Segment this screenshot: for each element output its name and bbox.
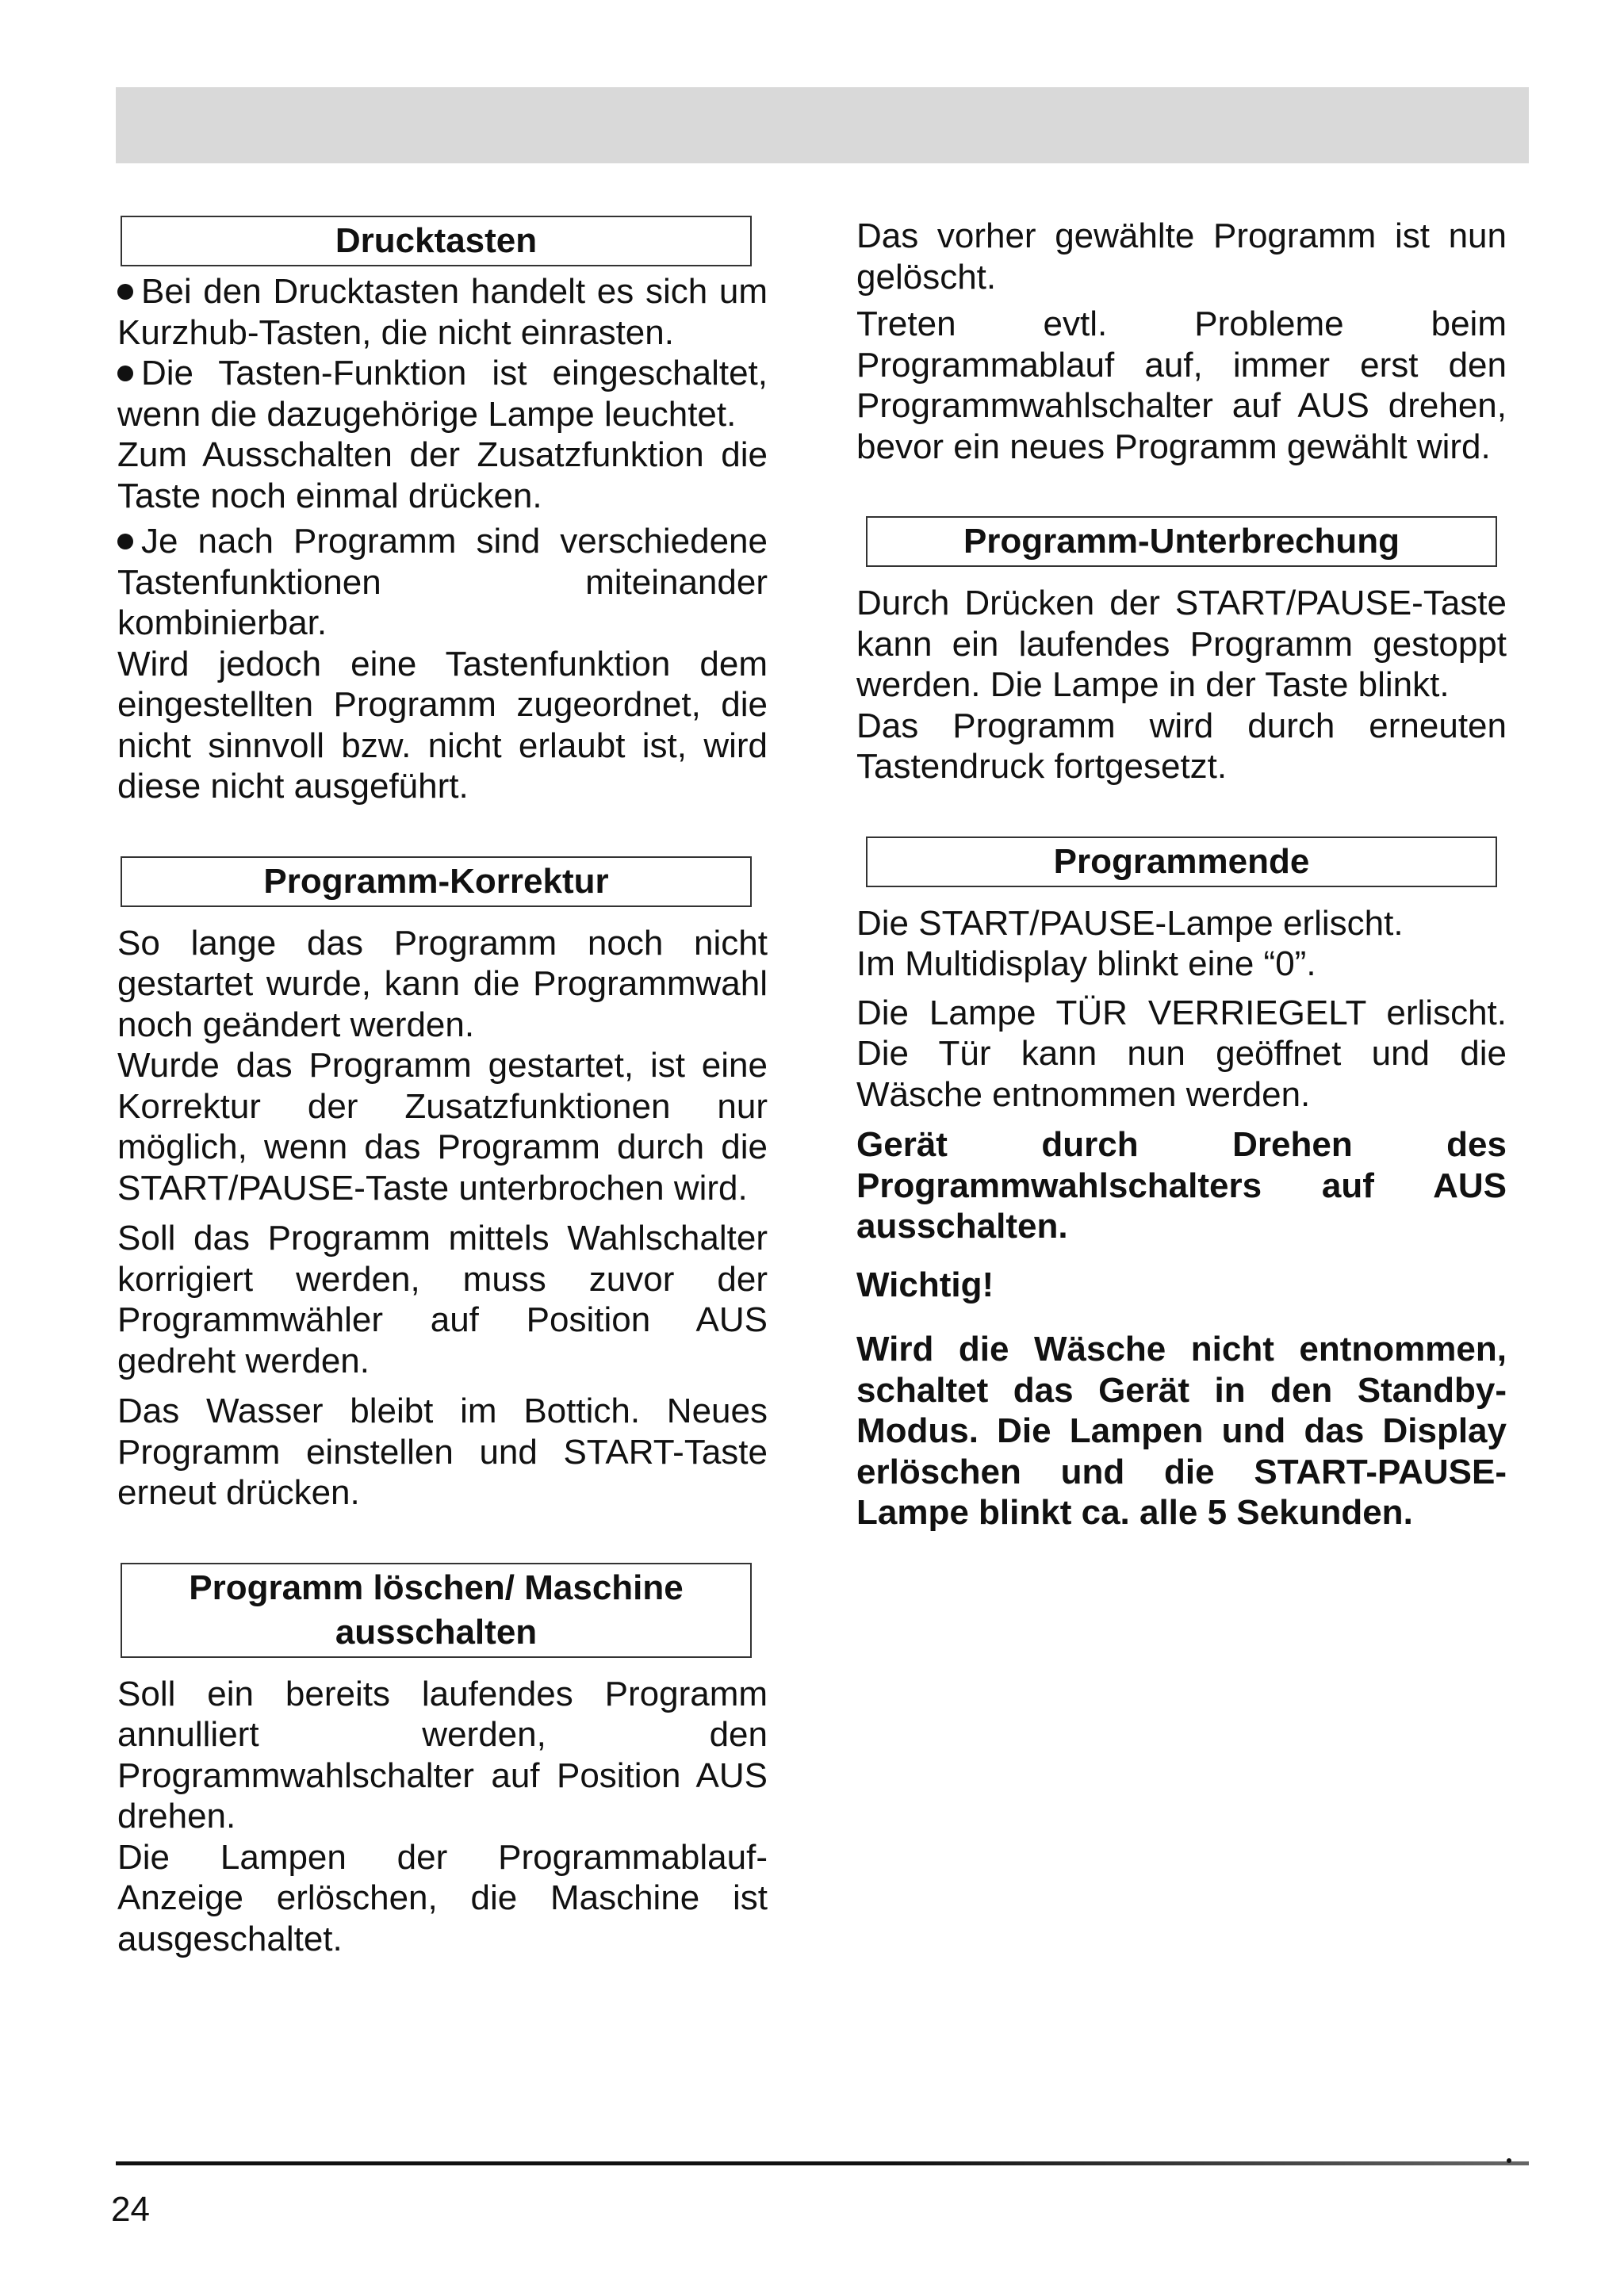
left-column [117, 216, 768, 1959]
intro-paragraph-1: Das vorher gewählte Programm ist nun gelöscht. [856, 216, 1507, 297]
unterbrechung-paragraph-2: Das Programm wird durch erneuten Tastendruck fortgesetzt. [856, 706, 1507, 786]
loeschen-paragraph-1: Soll ein bereits laufendes Programm annulliert werden, den Programmwahlschalter auf Position AUS drehen. [117, 1674, 768, 1836]
footer-dot [1507, 2158, 1511, 2163]
intro-paragraph-2: Treten evtl. Probleme beim Programmablauf auf, immer erst den Programmwahlschalter auf AUS drehen, bevor ein neues Programm gewählt wird. [856, 304, 1507, 466]
programmende-paragraph-1: Die START/PAUSE-Lampe erlischt. [856, 903, 1404, 943]
section-title-programm-unterbrechung: Programm-Unterbrechung [866, 516, 1497, 567]
drucktasten-bullet-1: Bei den Drucktasten handelt es sich um Kurzhub-Tasten, die nicht einrasten. [117, 272, 768, 352]
programmende-paragraph-2: Im Multidisplay blinkt eine “0”. [856, 944, 1316, 983]
section-title-programmende: Programmende [866, 836, 1497, 887]
footer-divider [116, 2161, 1529, 2165]
wichtig-label: Wichtig! [856, 1265, 994, 1304]
programmende-paragraph-4: Gerät durch Drehen des Programmwahlschalters auf AUS ausschalten. [856, 1125, 1507, 1246]
page-number: 24 [111, 2190, 150, 2229]
korrektur-paragraph-1: So lange das Programm noch nicht gestartet wurde, kann die Programmwahl noch geändert werden. [117, 923, 768, 1044]
drucktasten-paragraph-1: Zum Ausschalten der Zusatzfunktion die Taste noch einmal drücken. [117, 435, 768, 515]
programmende-paragraph-3: Die Lampe TÜR VERRIEGELT erlischt. Die Tür kann nun geöffnet und die Wäsche entnommen werden. [856, 993, 1507, 1114]
header-band [116, 87, 1529, 163]
programmende-paragraph-6: Wird die Wäsche nicht entnommen, schaltet das Gerät in den Standby-Modus. Die Lampen und das Display erlöschen und die START-PAUSE-Lampe blinkt ca. alle 5 Sekunden. [856, 1330, 1507, 1532]
drucktasten-bullet-3: Je nach Programm sind verschiedene Tastenfunktionen miteinander kombinierbar. [117, 522, 768, 642]
korrektur-paragraph-4: Das Wasser bleibt im Bottich. Neues Programm einstellen und START-Taste erneut drücken. [117, 1392, 768, 1512]
right-column [856, 216, 1507, 1533]
korrektur-paragraph-3: Soll das Programm mittels Wahlschalter korrigiert werden, muss zuvor der Programmwähler auf Position AUS gedreht werden. [117, 1219, 768, 1380]
section-title-drucktasten: Drucktasten [121, 216, 752, 266]
loeschen-paragraph-2: Die Lampen der Programmablauf-Anzeige erlöschen, die Maschine ist ausgeschaltet. [117, 1837, 768, 1958]
drucktasten-bullet-2: Die Tasten-Funktion ist eingeschaltet, wenn die dazugehörige Lampe leuchtet. [117, 354, 768, 434]
section-title-programm-loeschen: Programm löschen/ Maschine ausschalten [121, 1563, 752, 1658]
unterbrechung-paragraph-1: Durch Drücken der START/PAUSE-Taste kann ein laufendes Programm gestoppt werden. Die Lampe in der Taste blinkt. [856, 584, 1507, 704]
drucktasten-paragraph-2: Wird jedoch eine Tastenfunktion dem eingestellten Programm zugeordnet, die nicht sinnvoll bzw. nicht erlaubt ist, wird diese nicht ausgeführt. [117, 644, 768, 806]
korrektur-paragraph-2: Wurde das Programm gestartet, ist eine Korrektur der Zusatzfunktionen nur möglich, wenn das Programm durch die START/PAUSE-Taste unterbrochen wird. [117, 1046, 768, 1208]
section-title-programm-korrektur: Programm-Korrektur [121, 856, 752, 907]
